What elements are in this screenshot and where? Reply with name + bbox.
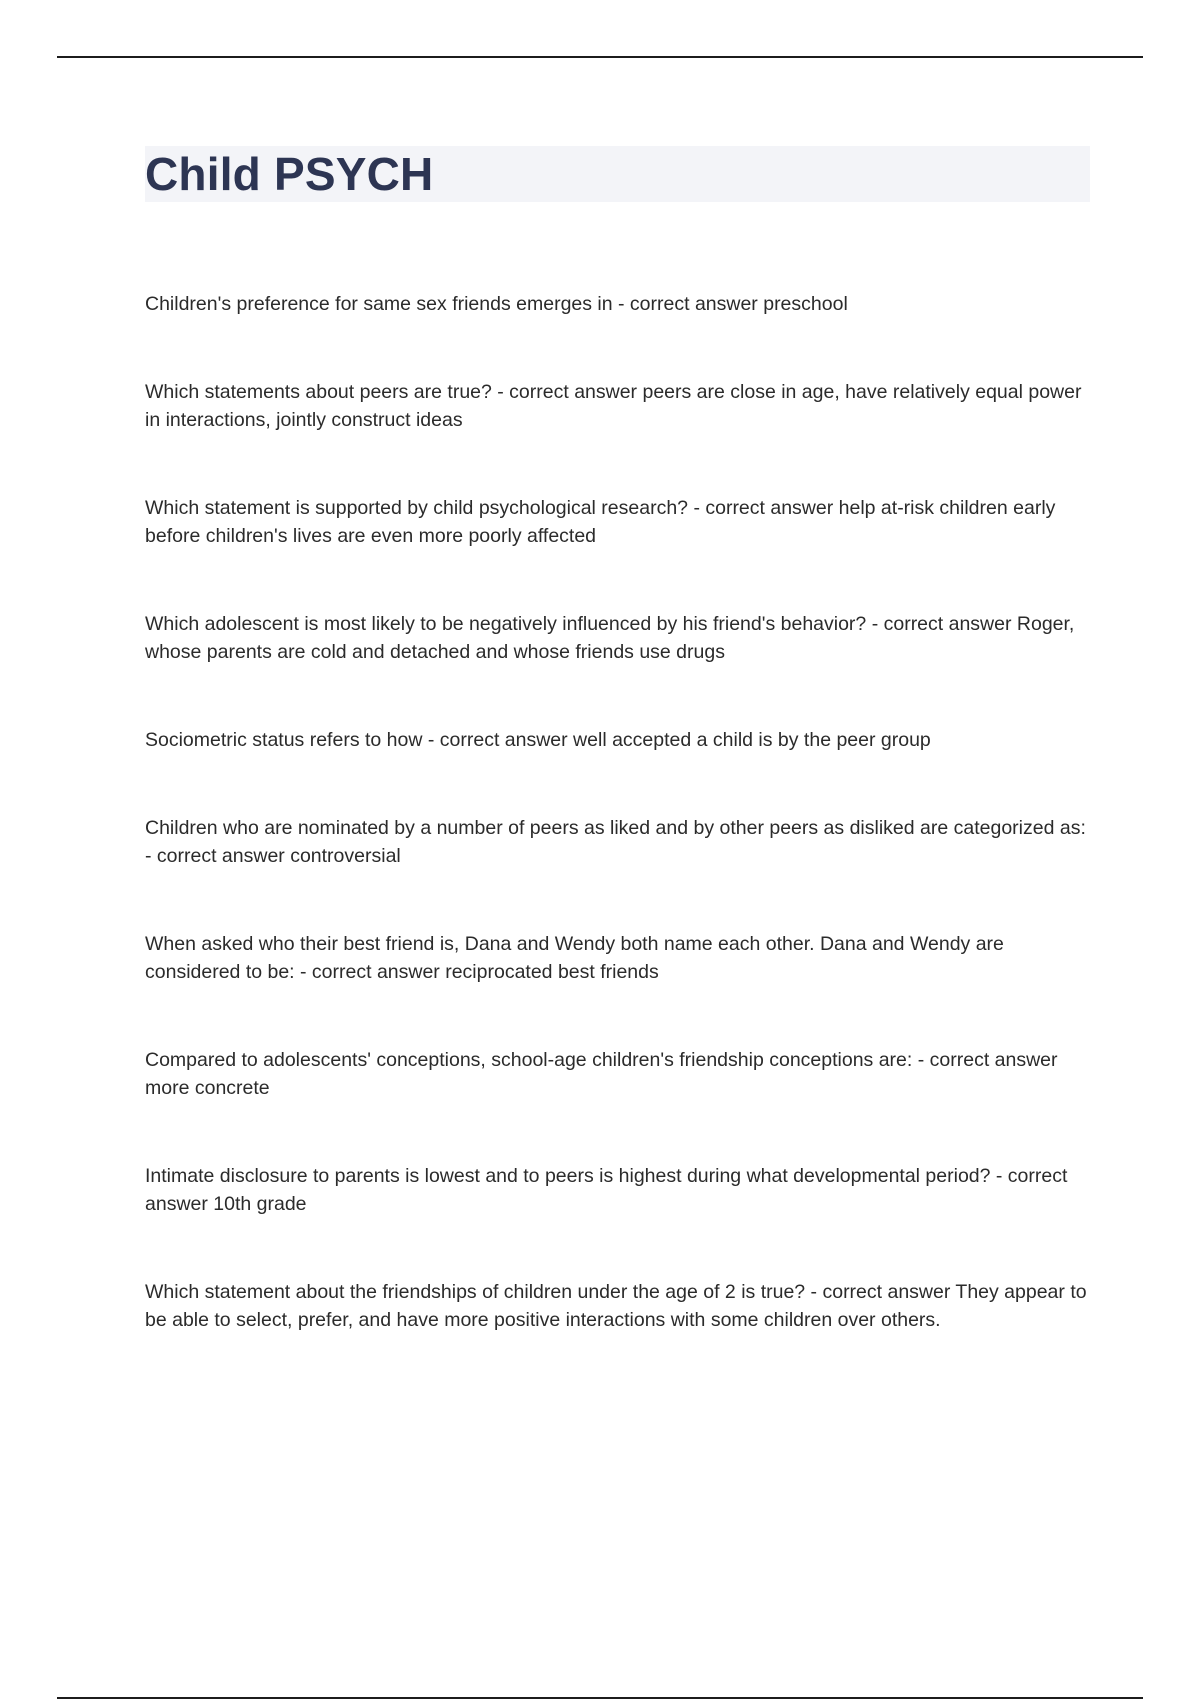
qa-item-5: Sociometric status refers to how - correct answer well accepted a child is by the peer group — [145, 729, 931, 751]
qa-item-10: Which statement about the friendships of children under the age of 2 is true? - correct answer They appear to be able to select, prefer, and have more positive interactions with some children over others. — [145, 1281, 1087, 1331]
qa-item-2: Which statements about peers are true? - correct answer peers are close in age, have relatively equal power in interactions, jointly construct ideas — [145, 381, 1082, 431]
qa-item-9: Intimate disclosure to parents is lowest and to peers is highest during what developmental period? - correct answer 10th grade — [145, 1165, 1068, 1215]
qa-item-1: Children's preference for same sex friends emerges in - correct answer preschool — [145, 293, 848, 315]
title-banner — [145, 146, 1090, 202]
qa-item-4: Which adolescent is most likely to be negatively influenced by his friend's behavior? - correct answer Roger, whose parents are cold and detached and whose friends use drugs — [145, 613, 1075, 663]
qa-item-7: When asked who their best friend is, Dana and Wendy both name each other. Dana and Wendy are considered to be: - correct answer reciprocated best friends — [145, 933, 1004, 983]
question-answer-list — [145, 290, 1090, 1394]
qa-item-6: Children who are nominated by a number of peers as liked and by other peers as disliked are categorized as: - correct answer controversial — [145, 817, 1086, 867]
page-title: Child PSYCH — [145, 148, 434, 200]
qa-item-8: Compared to adolescents' conceptions, school-age children's friendship conceptions are: - correct answer more concrete — [145, 1049, 1058, 1099]
bottom-divider — [57, 1697, 1143, 1699]
top-divider — [57, 56, 1143, 58]
qa-item-3: Which statement is supported by child psychological research? - correct answer help at-risk children early before children's lives are even more poorly affected — [145, 497, 1056, 547]
